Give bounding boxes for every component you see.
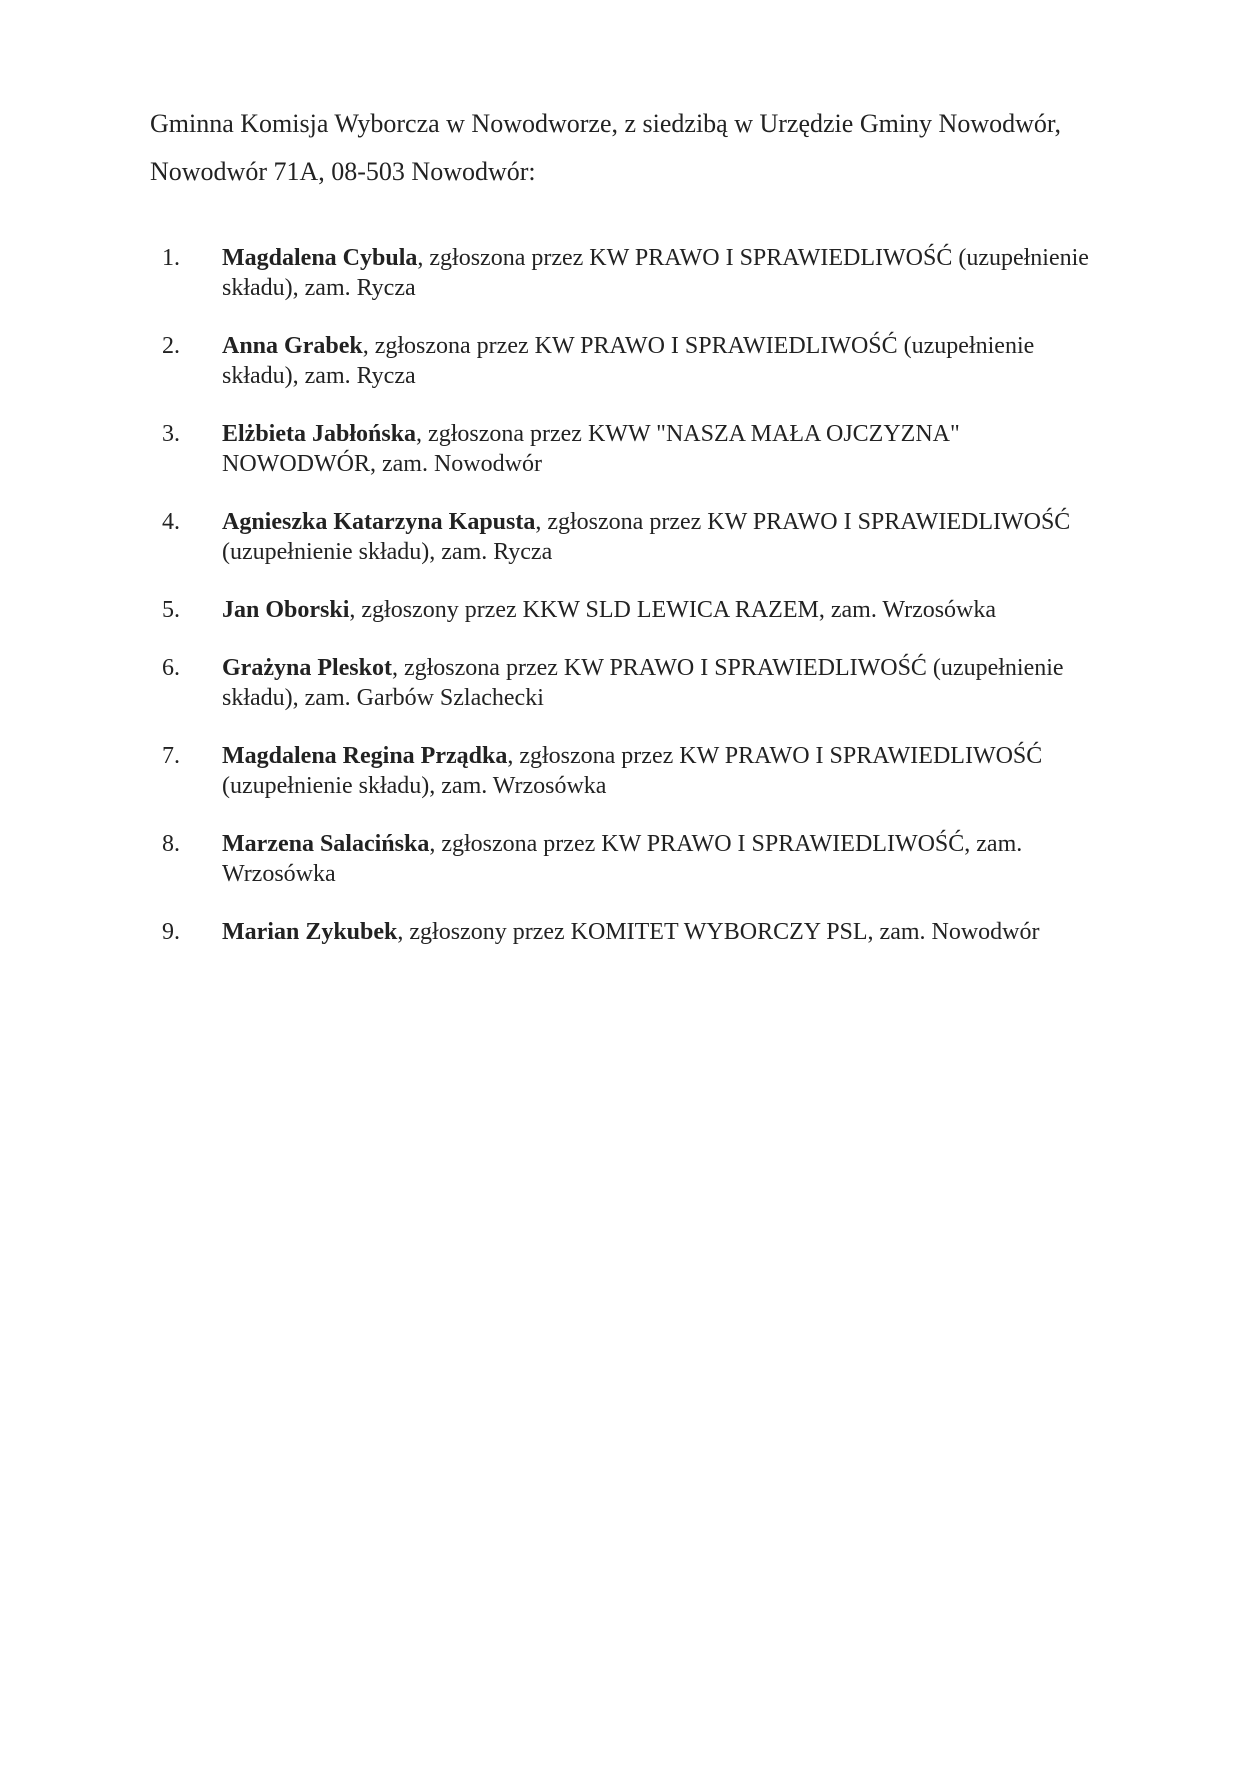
member-details: , zgłoszona przez KW PRAWO I SPRAWIEDLIWOŚĆ (uzupełnienie składu), zam. Garbów Szlachecki: [222, 655, 1064, 711]
member-name: Marzena Salacińska: [222, 831, 430, 857]
member-name: Magdalena Regina Prządka: [222, 743, 508, 769]
item-number: 6.: [162, 655, 180, 681]
member-name: Jan Oborski: [222, 597, 350, 623]
item-text: [222, 829, 1110, 889]
item-number: 4.: [162, 509, 180, 535]
member-details: , zgłoszona przez KW PRAWO I SPRAWIEDLIWOŚĆ (uzupełnienie składu), zam. Rycza: [222, 333, 1035, 389]
list-item: [150, 243, 1110, 303]
member-details: , zgłoszona przez KW PRAWO I SPRAWIEDLIWOŚĆ (uzupełnienie składu), zam. Rycza: [222, 509, 1071, 565]
member-name: Grażyna Pleskot: [222, 655, 392, 681]
item-text: [222, 243, 1110, 303]
member-details: , zgłoszony przez KKW SLD LEWICA RAZEM, zam. Wrzosówka: [349, 597, 997, 623]
item-text: [222, 419, 1110, 479]
item-number: 1.: [162, 245, 180, 271]
list-item: [150, 507, 1110, 567]
member-name: Marian Zykubek: [222, 919, 398, 945]
item-number: 8.: [162, 831, 180, 857]
member-details: , zgłoszony przez KOMITET WYBORCZY PSL, zam. Nowodwór: [397, 919, 1040, 945]
member-details: , zgłoszona przez KW PRAWO I SPRAWIEDLIWOŚĆ, zam. Wrzosówka: [222, 831, 1023, 887]
item-number: 7.: [162, 743, 180, 769]
item-text: [222, 741, 1110, 801]
item-number: 5.: [162, 597, 180, 623]
item-text: [222, 331, 1110, 391]
item-number: 9.: [162, 919, 180, 945]
item-text: [222, 595, 1110, 625]
member-details: , zgłoszona przez KWW "NASZA MAŁA OJCZYZNA" NOWODWÓR, zam. Nowodwór: [222, 421, 960, 477]
member-name: Anna Grabek: [222, 333, 363, 359]
item-text: [222, 917, 1110, 947]
list-item: [150, 331, 1110, 391]
member-name: Agnieszka Katarzyna Kapusta: [222, 509, 536, 535]
header-line-2: Nowodwór 71A, 08-503 Nowodwór:: [150, 157, 536, 186]
document-header: [150, 100, 1150, 196]
member-details: , zgłoszona przez KW PRAWO I SPRAWIEDLIWOŚĆ (uzupełnienie składu), zam. Wrzosówka: [222, 743, 1043, 799]
header-line-1: Gminna Komisja Wyborcza w Nowodworze, z siedzibą w Urzędzie Gminy Nowodwór,: [150, 109, 1061, 138]
list-item: [150, 595, 1110, 625]
member-list: [150, 243, 1110, 975]
item-number: 3.: [162, 421, 180, 447]
list-item: [150, 917, 1110, 947]
member-details: , zgłoszona przez KW PRAWO I SPRAWIEDLIWOŚĆ (uzupełnienie składu), zam. Rycza: [222, 245, 1089, 301]
member-name: Elżbieta Jabłońska: [222, 421, 417, 447]
item-text: [222, 653, 1110, 713]
list-item: [150, 419, 1110, 479]
list-item: [150, 741, 1110, 801]
item-number: 2.: [162, 333, 180, 359]
list-item: [150, 653, 1110, 713]
item-text: [222, 507, 1110, 567]
member-name: Magdalena Cybula: [222, 245, 418, 271]
list-item: [150, 829, 1110, 889]
